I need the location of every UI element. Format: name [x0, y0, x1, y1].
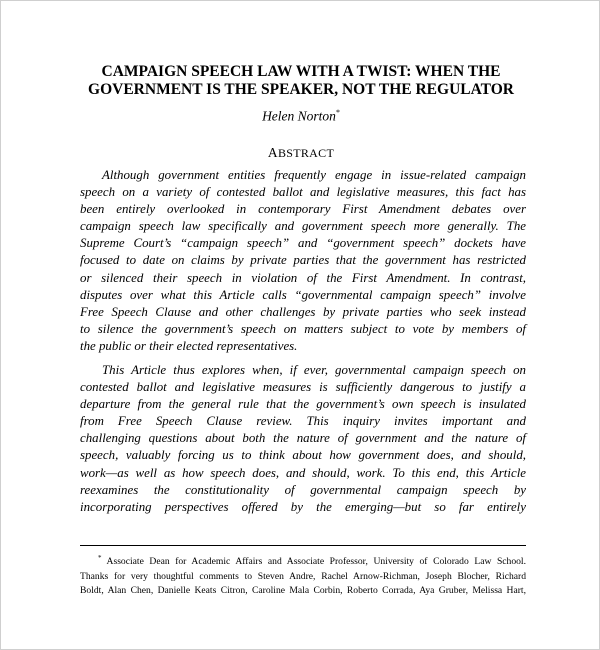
abstract-paragraph-2-line: speech, valuably forcing us to think about how government does, and should,: [80, 448, 526, 463]
abstract-paragraph-2-line: work—as well as how speech does, and should, work. To this end, this Article: [80, 465, 526, 480]
author-name: Helen Norton: [262, 108, 336, 124]
abstract-paragraph-1-line: Although government entities frequently engage in issue-related campaign: [102, 168, 526, 182]
abstract-paragraph-2-line: from Free Speech Clause review. This inquiry invites important and: [80, 414, 526, 429]
abstract-paragraph-1-line: to silence the government’s speech on matters subject to vote by members of: [80, 321, 526, 336]
abstract-paragraph-1: [80, 167, 526, 355]
abstract-paragraph-2-line: incorporating perspectives offered by the emerging—but so far entirely: [80, 499, 526, 514]
abstract-paragraph-1-line: Free Speech Clause and other challenges by private parties who seek instead: [80, 304, 526, 319]
abstract-paragraph-2-line: reexamines the constitutionality of governmental campaign speech by: [80, 482, 526, 497]
abstract-paragraph-1-line: or silenced their speech in violation of the First Amendment. In contrast,: [80, 270, 526, 285]
footnote-line: Boldt, Alan Chen, Danielle Keats Citron, Caroline Mala Corbin, Roberto Corrada, Aya Gruber, Melissa Hart,: [80, 585, 526, 597]
title-line-2: GOVERNMENT IS THE SPEAKER, NOT THE REGULATOR: [88, 81, 514, 98]
abstract-paragraph-1-line: the public or their elected representatives.: [80, 338, 298, 353]
abstract-paragraph-2-line: challenging questions about both the nature of government and the nature of: [80, 431, 526, 446]
article-title: [41, 63, 561, 99]
abstract-heading-initial: A: [267, 145, 278, 160]
abstract-heading-rest: BSTRACT: [277, 146, 335, 160]
abstract-paragraph-2-line: This Article thus explores when, if ever, governmental campaign speech on: [102, 363, 526, 377]
abstract-paragraph-1-line: speech on a variety of contested ballot and legislative measures, this fact has: [80, 185, 526, 200]
footnote-line: [80, 551, 526, 570]
title-line-1: CAMPAIGN SPEECH LAW WITH A TWIST: WHEN THE: [101, 63, 501, 80]
abstract-paragraph-1-line: been entirely overlooked in contemporary First Amendment debates over: [80, 202, 526, 217]
footnote-mark: *: [98, 554, 102, 562]
abstract-paragraph-1-line: campaign speech law specifically and government speech more generally. The: [80, 219, 526, 234]
footnote: [80, 551, 526, 599]
footnote-line: Thanks for very thoughtful comments to Steven Andre, Rachel Arnow-Richman, Joseph Blocher, Richard: [80, 570, 526, 582]
footnote-divider: [80, 545, 526, 546]
author-line: [1, 108, 600, 125]
abstract-paragraph-1-line: Supreme Court’s “campaign speech” and “government speech” dockets have: [80, 236, 526, 251]
abstract-paragraph-2-line: departure from the general rule that the government’s own speech is insulated: [80, 397, 526, 412]
abstract-paragraph-2-line: contested ballot and legislative measures is sufficiently dangerous to justify a: [80, 380, 526, 395]
abstract-paragraph-1-line: disputes over what this Article calls “governmental campaign speech” involve: [80, 287, 526, 302]
abstract-heading: [1, 145, 600, 161]
footnote-text: Associate Dean for Academic Affairs and Associate Professor, University of Colorado Law School.: [101, 556, 526, 568]
abstract-paragraph-1-line: focused to date on claims by private parties that the government has restricted: [80, 253, 526, 268]
abstract-paragraph-2: [80, 362, 526, 516]
author-footnote-mark: *: [335, 108, 340, 117]
